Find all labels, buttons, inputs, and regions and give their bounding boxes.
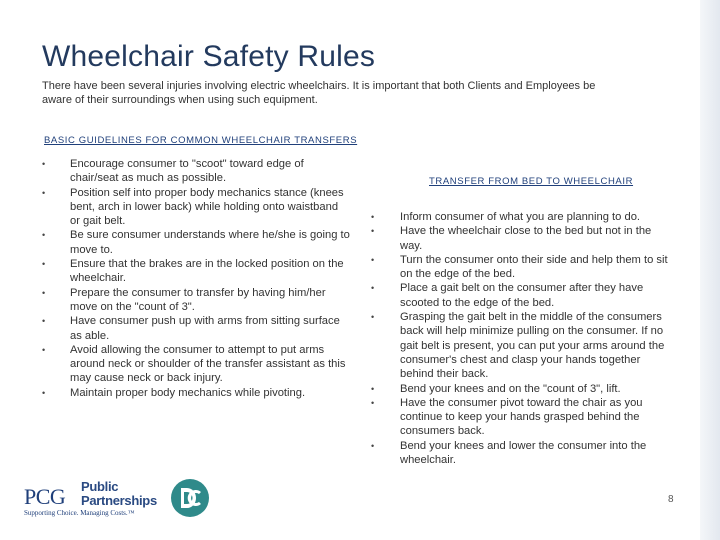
list-item [42,157,350,186]
slide-title: Wheelchair Safety Rules [42,40,376,73]
list-item-text: Prepare the consumer to transfer by having him/her move on the "count of 3". [70,286,326,313]
list-item [42,228,350,257]
logo-tagline: Supporting Choice. Managing Costs.™ [24,509,135,517]
bullet-icon: • [42,259,46,270]
bullet-icon: • [371,226,375,237]
list-item-text: Grasping the gait belt in the middle of the consumers back will help minimize pulling on the consumer. If no gait belt is present, you can put your arms around the consumer's chest and clasp your hands together behind their back. [400,311,665,381]
list-item-text: Bend your knees and on the "count of 3", lift. [400,382,621,395]
bullet-icon: • [42,287,46,298]
list-item [42,186,350,229]
bullet-icon: • [371,440,375,451]
intro-text: There have been several injuries involving electric wheelchairs. It is important that both Clients and Employees be aware of their surroundings when using such equipment. [42,80,596,106]
list-item-text: Avoid allowing the consumer to attempt to put arms around neck or shoulder of the transfer assistant as this may cause neck or back injury. [70,343,346,385]
list-item-text: Be sure consumer understands where he/she is going to move to. [70,229,350,256]
basic-guidelines-list [42,157,350,400]
bullet-icon: • [371,212,375,222]
basic-guidelines-link[interactable]: BASIC GUIDELINES FOR COMMON WHEELCHAIR TRANSFERS [44,135,358,146]
bullet-icon: • [42,344,46,355]
list-item [42,386,350,400]
list-item-text: Ensure that the brakes are in the locked position on the wheelchair. [70,258,344,285]
list-item [42,314,350,343]
bullet-icon: • [42,230,46,241]
bullet-icon: • [42,159,46,169]
list-item-text: Bend your knees and lower the consumer into the wheelchair. [400,439,647,467]
list-item [42,343,350,386]
list-item-text: Turn the consumer onto their side and help them to sit on the edge of the bed. [400,253,668,281]
list-item [371,281,676,310]
bullet-icon: • [42,387,46,398]
list-item [371,310,676,381]
bed-to-wheelchair-list [371,210,676,467]
list-item [42,257,350,286]
list-item-text: Inform consumer of what you are planning to do. [400,211,641,223]
list-item-text: Position self into proper body mechanics stance (knees bent, arch in lower back) while holding onto waistband or gait belt. [70,186,344,228]
slide-edge-decoration [700,0,720,540]
bullet-icon: • [371,397,375,408]
page-number: 8 [668,494,674,505]
list-item-text: Encourage consumer to "scoot" toward edge of chair/seat as much as possible. [70,158,304,185]
list-item [371,224,676,253]
list-item-text: Maintain proper body mechanics while pivoting. [70,386,306,399]
list-item [371,210,676,224]
bullet-icon: • [371,254,375,265]
bullet-icon: • [371,283,375,294]
list-item [371,439,676,468]
list-item-text: Have the consumer pivot toward the chair as you continue to keep your hands grasped behind the consumers back. [400,396,643,438]
list-item [371,396,676,439]
bullet-icon: • [42,316,46,327]
list-item-text: Have the wheelchair close to the bed but not in the way. [400,225,652,252]
bullet-icon: • [371,383,375,394]
list-item [371,382,676,396]
list-item-text: Place a gait belt on the consumer after they have scooted to the edge of the bed. [400,282,644,309]
pcg-logo-letters: PCG [24,484,66,509]
bed-to-wheelchair-link[interactable]: TRANSFER FROM BED TO WHEELCHAIR [429,176,634,187]
bullet-icon: • [371,312,375,323]
list-item [42,286,350,315]
bullet-icon: • [42,187,46,198]
list-item-text: Have consumer push up with arms from sitting surface as able. [70,315,340,342]
list-item [371,253,676,282]
public-partnerships-logo-text: Public Partnerships [81,479,157,508]
dc-emblem-icon [170,478,210,518]
